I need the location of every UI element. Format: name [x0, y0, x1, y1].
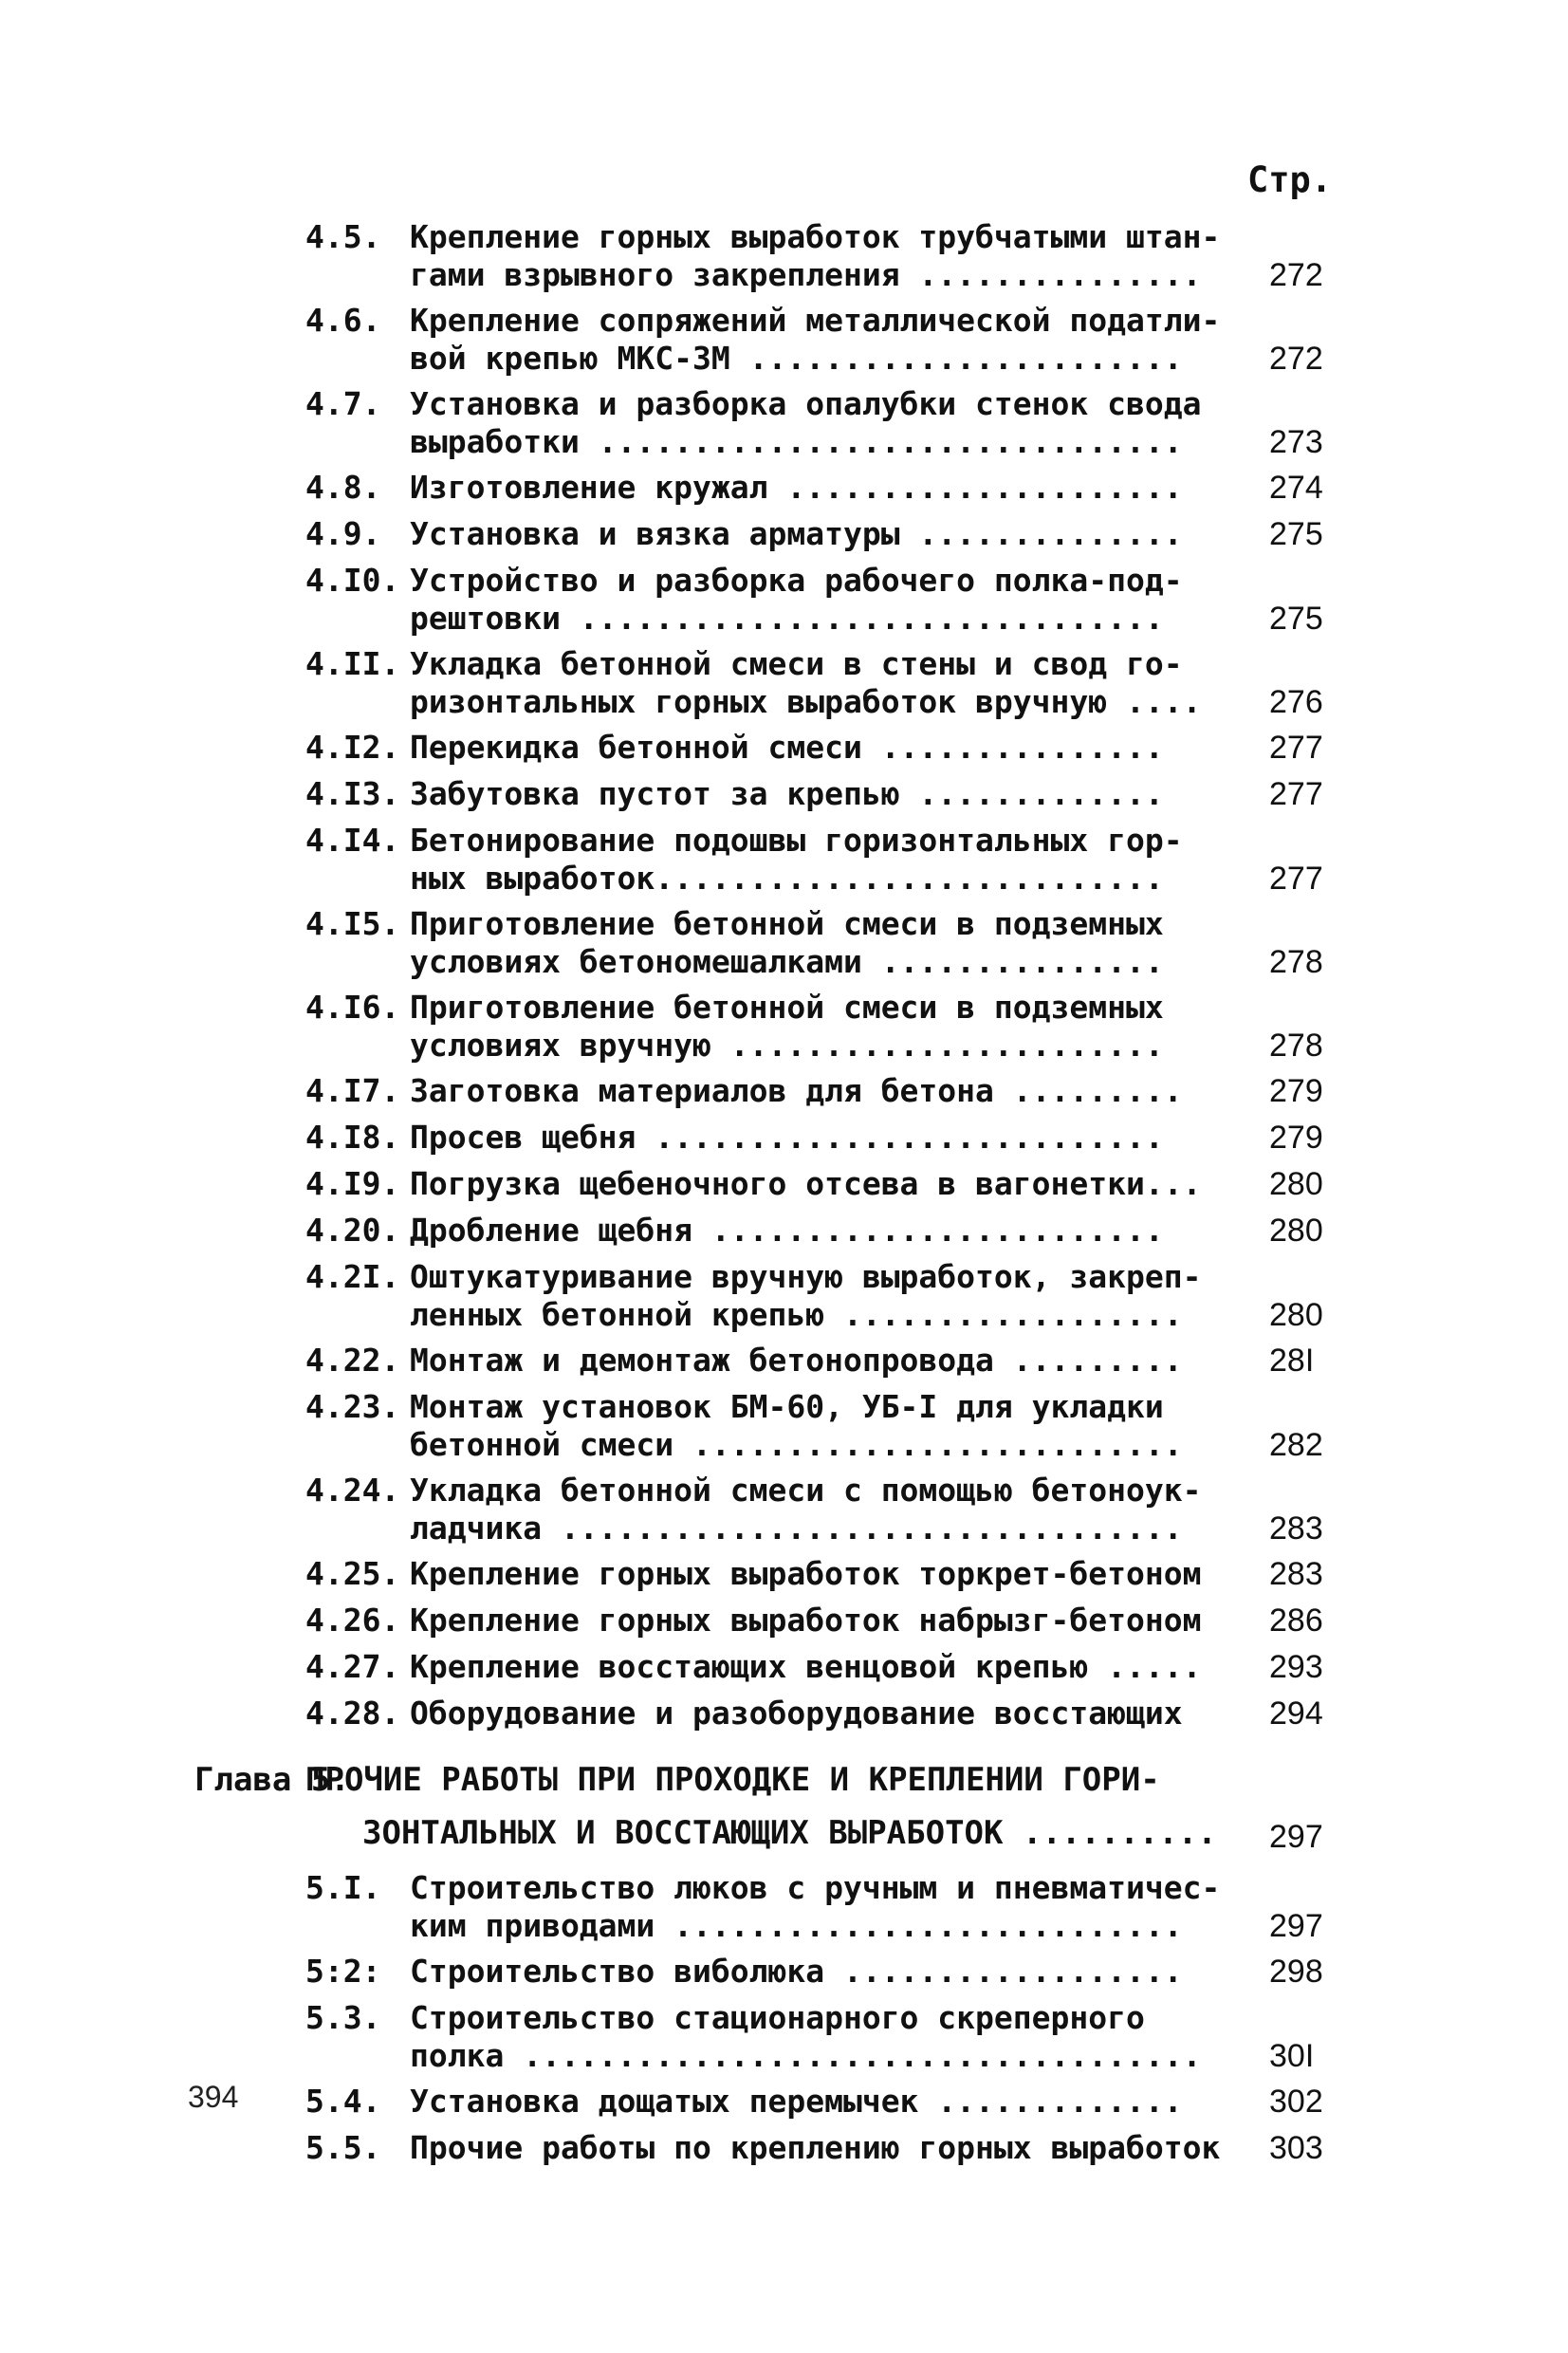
toc-entry-title-line: ленных бетонной крепью .................. — [410, 1296, 1183, 1333]
toc-entry-number: 4.23. — [305, 1388, 400, 1425]
toc-entry-title-line: Укладка бетонной смеси с помощью бетоноук- — [410, 1472, 1202, 1509]
toc-entry-title-line: Установка и разборка опалубки стенок свода — [410, 385, 1202, 422]
toc-entry-page: 278 — [1269, 944, 1323, 980]
toc-entry-title — [410, 905, 1221, 981]
toc-entry-number: 4.7. — [305, 385, 381, 422]
toc-entry-page: 280 — [1269, 1166, 1323, 1202]
toc-entry-title — [410, 1472, 1221, 1547]
toc-entry-page: 286 — [1269, 1603, 1323, 1639]
toc-entry — [0, 1342, 1568, 1380]
table-of-contents — [0, 218, 1568, 2176]
toc-entry-title-line: выработки ............................... — [410, 423, 1183, 460]
toc-entry-title-line: Устройство и разборка рабочего полка-под- — [410, 562, 1183, 599]
toc-entry-number: 5.I. — [305, 1869, 381, 1906]
toc-entry-title — [410, 1165, 1221, 1203]
page-column-label: Стр. — [1247, 159, 1333, 200]
chapter-title — [305, 1753, 1226, 1860]
toc-entry — [0, 775, 1568, 813]
toc-entry-title-line: Оборудование и разоборудование восстающих — [410, 1695, 1183, 1732]
toc-entry — [0, 385, 1568, 461]
toc-entry-title-line: Забутовка пустот за крепью ............. — [410, 775, 1164, 812]
toc-entry-number: 4.I3. — [305, 775, 400, 812]
toc-entry — [0, 905, 1568, 981]
toc-entry — [0, 1258, 1568, 1334]
toc-entry — [0, 1119, 1568, 1157]
toc-entry-title-line: Крепление горных выработок трубчатыми штан- — [410, 218, 1221, 255]
toc-entry-page: 302 — [1269, 2084, 1323, 2120]
toc-entry — [0, 562, 1568, 638]
toc-entry-page: 282 — [1269, 1427, 1323, 1463]
toc-entry-page: 272 — [1269, 257, 1323, 293]
toc-entry-page: 28I — [1269, 1343, 1315, 1379]
toc-entry-number: 5.4. — [305, 2083, 381, 2120]
toc-entry — [0, 1602, 1568, 1640]
toc-entry-page: 275 — [1269, 516, 1323, 552]
toc-entry-number: 4.I5. — [305, 905, 400, 942]
toc-entry-title — [410, 302, 1221, 378]
toc-entry — [0, 302, 1568, 378]
toc-entry-page: 30I — [1269, 2038, 1315, 2074]
toc-entry-title-line: рештовки ............................... — [410, 600, 1164, 637]
toc-entry — [0, 989, 1568, 1065]
toc-entry-title — [410, 2129, 1221, 2167]
toc-entry-title — [410, 1555, 1221, 1593]
toc-entry-title — [410, 1212, 1221, 1250]
toc-entry-page: 294 — [1269, 1695, 1323, 1732]
toc-entry — [0, 1869, 1568, 1945]
toc-entry-title-line: Установка дощатых перемычек ............. — [410, 2083, 1183, 2120]
toc-entry-page: 280 — [1269, 1297, 1323, 1333]
toc-entry-page: 283 — [1269, 1510, 1323, 1547]
toc-entry-title — [410, 1999, 1221, 2075]
toc-entry-title — [410, 218, 1221, 294]
toc-entry-number: 4.28. — [305, 1695, 400, 1732]
toc-entry-title-line: Строительство люков с ручным и пневматичес- — [410, 1869, 1221, 1906]
toc-entry — [0, 1212, 1568, 1250]
toc-entry-title — [410, 1072, 1221, 1110]
toc-entry-page: 279 — [1269, 1120, 1323, 1156]
toc-entry-title-line: Перекидка бетонной смеси ............... — [410, 729, 1164, 766]
toc-entry-number: 4.20. — [305, 1212, 400, 1249]
toc-entry — [0, 469, 1568, 507]
toc-entry-number: 4.I0. — [305, 562, 400, 599]
toc-entry-title — [410, 1342, 1221, 1380]
toc-entry-number: 4.II. — [305, 645, 400, 682]
toc-entry-title-line: Монтаж установок БМ-60, УБ-I для укладки — [410, 1388, 1164, 1425]
toc-entry-title-line: Дробление щебня ........................ — [410, 1212, 1164, 1249]
toc-entry-title-line: Заготовка материалов для бетона ......... — [410, 1072, 1183, 1109]
toc-entry-page: 293 — [1269, 1649, 1323, 1685]
toc-entry-page: 272 — [1269, 341, 1323, 377]
toc-entry-title-line: Монтаж и демонтаж бетонопровода ......... — [410, 1342, 1183, 1379]
toc-entry-title — [410, 645, 1221, 721]
toc-entry-number: 4.I8. — [305, 1119, 400, 1156]
toc-entry-title-line: Крепление горных выработок торкрет-бетоном — [410, 1555, 1202, 1592]
toc-entry-title — [410, 989, 1221, 1065]
toc-entry-number: 4.I7. — [305, 1072, 400, 1109]
toc-entry-title — [410, 2083, 1221, 2121]
toc-entry — [0, 2129, 1568, 2167]
toc-entry-title — [410, 469, 1221, 507]
toc-entry — [0, 729, 1568, 767]
toc-entry-number: 4.6. — [305, 302, 381, 339]
toc-entry — [0, 822, 1568, 898]
toc-entry — [0, 1472, 1568, 1547]
toc-entry — [0, 1695, 1568, 1732]
toc-entry-title — [410, 385, 1221, 461]
toc-entry-title — [410, 515, 1221, 553]
toc-entry-title — [410, 1695, 1221, 1732]
toc-entry-number: 4.22. — [305, 1342, 400, 1379]
toc-entry-title — [410, 775, 1221, 813]
toc-entry-title-line: Установка и вязка арматуры .............. — [410, 515, 1183, 552]
toc-entry-title-line: ладчика ................................. — [410, 1510, 1183, 1547]
toc-entry-title-line: Просев щебня ........................... — [410, 1119, 1164, 1156]
toc-entry-title-line: условиях вручную ....................... — [410, 1027, 1164, 1064]
chapter-title-line: ПРОЧИЕ РАБОТЫ ПРИ ПРОХОДКЕ И КРЕПЛЕНИИ ГОРИ- — [305, 1761, 1160, 1799]
toc-entry — [0, 515, 1568, 553]
toc-entry-number: 4.9. — [305, 515, 381, 552]
toc-entry-title — [410, 1953, 1221, 1991]
toc-entry-title — [410, 1602, 1221, 1640]
toc-entry-title-line: ризонтальных горных выработок вручную .... — [410, 683, 1202, 720]
toc-entry-number: 5.5. — [305, 2129, 381, 2166]
toc-entry-page: 273 — [1269, 424, 1323, 460]
toc-entry-number: 5:2: — [305, 1953, 381, 1990]
toc-entry-page: 275 — [1269, 601, 1323, 637]
chapter-prefix: Глава 5. — [194, 1761, 350, 1799]
toc-entry-title-line: ных выработок........................... — [410, 860, 1164, 897]
toc-entry — [0, 1648, 1568, 1686]
toc-entry-title-line: полка .................................... — [410, 2037, 1202, 2074]
toc-entry — [0, 1953, 1568, 1991]
toc-entry-number: 5.3. — [305, 1999, 381, 2036]
toc-entry-page: 303 — [1269, 2130, 1323, 2166]
toc-entry-number: 4.8. — [305, 469, 381, 506]
toc-entry-page: 283 — [1269, 1556, 1323, 1592]
toc-entry — [0, 1999, 1568, 2075]
toc-entry-title — [410, 1119, 1221, 1157]
toc-entry-page: 277 — [1269, 776, 1323, 812]
toc-entry-title — [410, 562, 1221, 638]
toc-entry-page: 277 — [1269, 861, 1323, 897]
toc-entry-number: 4.24. — [305, 1472, 400, 1509]
toc-entry-number: 4.I6. — [305, 989, 400, 1026]
toc-entry — [0, 218, 1568, 294]
toc-entry-number: 4.27. — [305, 1648, 400, 1685]
toc-entry-title — [410, 1869, 1221, 1945]
toc-entry-number: 4.26. — [305, 1602, 400, 1639]
toc-entry-title — [410, 1388, 1221, 1464]
chapter-title-line: ЗОНТАЛЬНЫХ И ВОССТАЮЩИХ ВЫРАБОТОК .......... — [362, 1814, 1217, 1852]
toc-entry-page: 278 — [1269, 1028, 1323, 1064]
toc-entry-title-line: Крепление восстающих венцовой крепью ..... — [410, 1648, 1202, 1685]
toc-entry-title-line: Крепление горных выработок набрызг-бетоном — [410, 1602, 1202, 1639]
toc-entry-number: 4.I2. — [305, 729, 400, 766]
toc-entry-title-line: бетонной смеси .......................... — [410, 1426, 1183, 1463]
toc-entry-number: 4.2I. — [305, 1258, 400, 1295]
toc-entry-page: 298 — [1269, 1954, 1323, 1990]
toc-entry-title-line: Приготовление бетонной смеси в подземных — [410, 989, 1164, 1026]
toc-entry-title-line: Оштукатуривание вручную выработок, закреп- — [410, 1258, 1202, 1295]
toc-entry — [0, 1165, 1568, 1203]
toc-entry-title-line: гами взрывного закрепления ............... — [410, 256, 1202, 293]
toc-entry-page: 277 — [1269, 730, 1323, 766]
toc-entry — [0, 1072, 1568, 1110]
toc-entry-title — [410, 822, 1221, 898]
toc-entry-title-line: Строительство виболюка .................. — [410, 1953, 1183, 1990]
toc-entry-title-line: Погрузка щебеночного отсева в вагонетки... — [410, 1165, 1202, 1202]
toc-entry — [0, 1555, 1568, 1593]
toc-entry-number: 4.I4. — [305, 822, 400, 859]
toc-entry-page: 274 — [1269, 470, 1323, 506]
toc-entry-page: 297 — [1269, 1908, 1323, 1944]
toc-entry-title — [410, 729, 1221, 767]
toc-entry-title-line: ким приводами ........................... — [410, 1907, 1183, 1944]
page-number: 394 — [188, 2080, 239, 2114]
chapter-page: 297 — [1269, 1819, 1323, 1855]
toc-entry-title-line: Бетонирование подошвы горизонтальных гор- — [410, 822, 1183, 859]
toc-entry-title-line: Укладка бетонной смеси в стены и свод го- — [410, 645, 1183, 682]
toc-entry-page: 280 — [1269, 1213, 1323, 1249]
toc-entry-number: 4.5. — [305, 218, 381, 255]
toc-entry-title-line: Прочие работы по креплению горных выработок — [410, 2129, 1221, 2166]
toc-entry-number: 4.25. — [305, 1555, 400, 1592]
toc-entry — [0, 1388, 1568, 1464]
toc-entry-title — [410, 1258, 1221, 1334]
toc-entry-number: 4.I9. — [305, 1165, 400, 1202]
toc-entry-title-line: Изготовление кружал ..................... — [410, 469, 1183, 506]
toc-entry-title-line: вой крепью МКС-ЗМ ....................... — [410, 340, 1183, 377]
toc-entry-title-line: условиях бетономешалками ............... — [410, 943, 1164, 980]
toc-entry-title — [410, 1648, 1221, 1686]
toc-entry-title-line: Приготовление бетонной смеси в подземных — [410, 905, 1164, 942]
toc-entry-page: 276 — [1269, 684, 1323, 720]
toc-entry-page: 279 — [1269, 1073, 1323, 1109]
chapter-heading — [0, 1753, 1568, 1860]
toc-entry-title-line: Строительство стационарного скреперного — [410, 1999, 1145, 2036]
toc-entry-title-line: Крепление сопряжений металлической податли- — [410, 302, 1221, 339]
toc-entry — [0, 645, 1568, 721]
